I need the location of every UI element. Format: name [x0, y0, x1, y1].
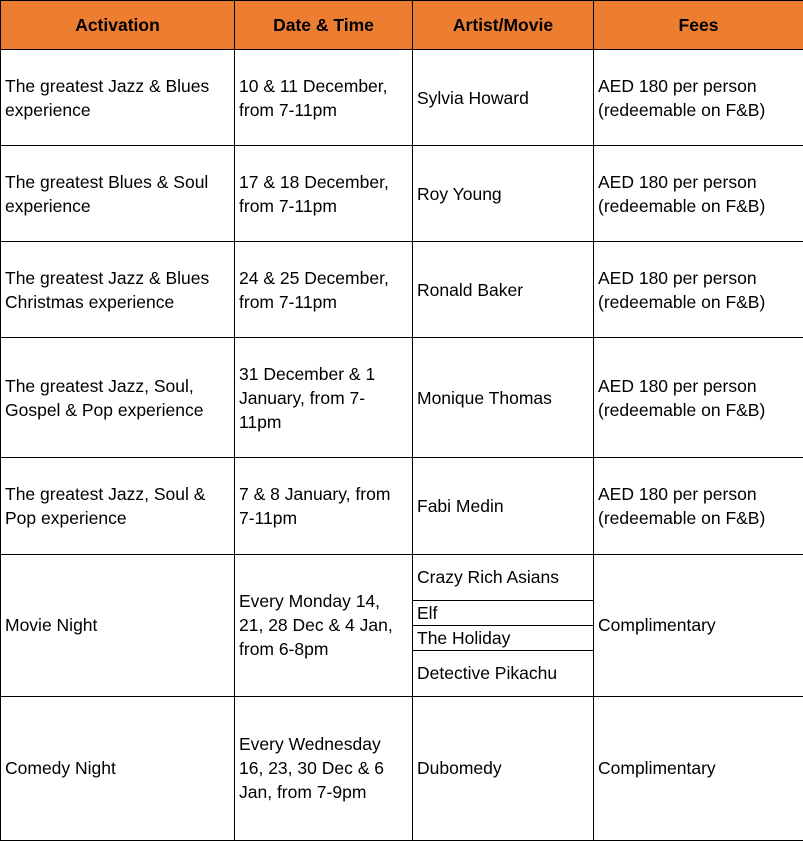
date-time-cell: 17 & 18 December, from 7-11pm	[235, 146, 413, 242]
table-row	[1, 146, 803, 242]
fees-cell: AED 180 per person (redeemable on F&B)	[594, 338, 803, 458]
artist-cell: Ronald Baker	[413, 242, 594, 338]
activation-cell: The greatest Blues & Soul experience	[1, 146, 235, 242]
table-row	[1, 338, 803, 458]
movie-cell: The Holiday	[413, 625, 594, 650]
fees-cell: AED 180 per person (redeemable on F&B)	[594, 146, 803, 242]
artist-cell: Sylvia Howard	[413, 50, 594, 146]
fees-cell: AED 180 per person (redeemable on F&B)	[594, 50, 803, 146]
table-row	[1, 242, 803, 338]
artist-cell: Fabi Medin	[413, 458, 594, 554]
table-row	[1, 50, 803, 146]
date-time-cell: 10 & 11 December, from 7-11pm	[235, 50, 413, 146]
activation-cell: Comedy Night	[1, 696, 235, 840]
fees-cell: AED 180 per person (redeemable on F&B)	[594, 242, 803, 338]
date-time-cell: 24 & 25 December, from 7-11pm	[235, 242, 413, 338]
movie-cell: Detective Pikachu	[413, 650, 594, 696]
activation-cell: Movie Night	[1, 554, 235, 696]
activation-cell: The greatest Jazz & Blues experience	[1, 50, 235, 146]
table-row	[1, 458, 803, 554]
date-time-cell: Every Monday 14, 21, 28 Dec & 4 Jan, from 6-8pm	[235, 554, 413, 696]
table-row	[1, 696, 803, 840]
artist-cell: Monique Thomas	[413, 338, 594, 458]
movie-night-row	[1, 554, 803, 600]
header-activation: Activation	[1, 1, 235, 50]
fees-cell: Complimentary	[594, 554, 803, 696]
date-time-cell: Every Wednesday 16, 23, 30 Dec & 6 Jan, from 7-9pm	[235, 696, 413, 840]
activation-cell: The greatest Jazz, Soul, Gospel & Pop experience	[1, 338, 235, 458]
fees-cell: AED 180 per person (redeemable on F&B)	[594, 458, 803, 554]
activation-cell: The greatest Jazz & Blues Christmas experience	[1, 242, 235, 338]
header-fees: Fees	[594, 1, 803, 50]
fees-cell: Complimentary	[594, 696, 803, 840]
header-date-time: Date & Time	[235, 1, 413, 50]
artist-cell: Dubomedy	[413, 696, 594, 840]
activation-cell: The greatest Jazz, Soul & Pop experience	[1, 458, 235, 554]
artist-cell: Roy Young	[413, 146, 594, 242]
header-artist-movie: Artist/Movie	[413, 1, 594, 50]
date-time-cell: 31 December & 1 January, from 7- 11pm	[235, 338, 413, 458]
movie-cell: Elf	[413, 600, 594, 625]
header-row	[1, 1, 803, 50]
movie-cell: Crazy Rich Asians	[413, 554, 594, 600]
date-time-cell: 7 & 8 January, from 7-11pm	[235, 458, 413, 554]
